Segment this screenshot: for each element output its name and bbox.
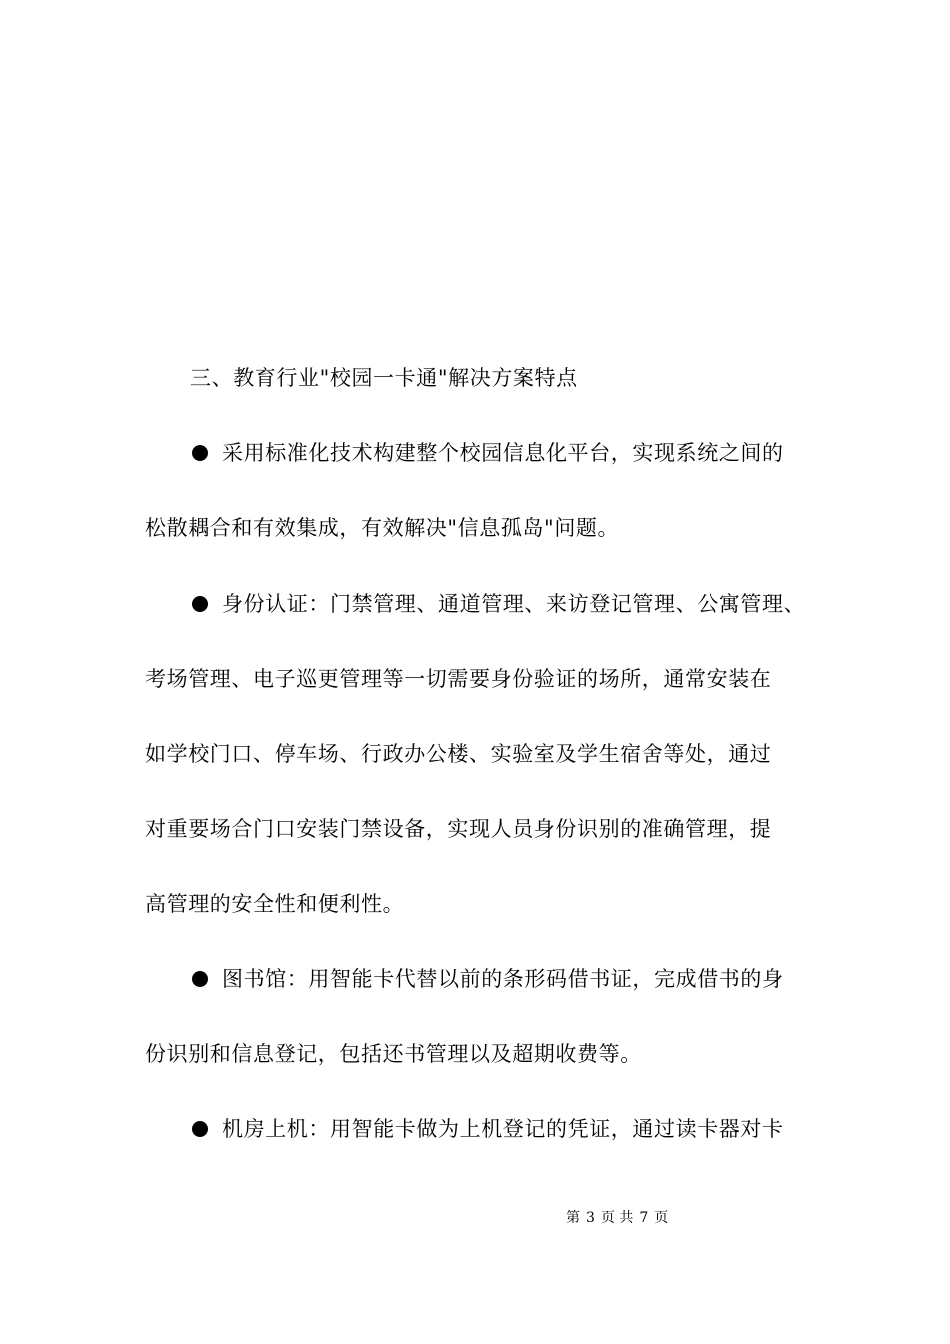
bullet-icon [192,971,208,987]
paragraph-2-line-2: 考场管理、电子巡更管理等一切需要身份验证的场所，通常安装在 [145,667,772,691]
paragraph-2-line-1: 身份认证：门禁管理、通道管理、来访登记管理、公寓管理、 [192,589,805,619]
paragraph-2-line-3: 如学校门口、停车场、行政办公楼、实验室及学生宿舍等处，通过 [145,742,772,766]
footer-label-of: 页 共 [600,1210,634,1226]
paragraph-1-line-2: 松散耦合和有效集成，有效解决"信息孤岛"问题。 [145,516,620,540]
footer-current-page: 3 [586,1210,595,1226]
paragraph-4-line-1: 机房上机：用智能卡做为上机登记的凭证，通过读卡器对卡 [192,1114,784,1144]
section-heading: 三、教育行业"校园一卡通"解决方案特点 [190,366,578,390]
paragraph-2-line-5: 高管理的安全性和便利性。 [145,892,405,916]
bullet-icon [192,445,208,461]
bullet-icon [192,596,208,612]
footer-label-end: 页 [654,1210,669,1226]
paragraph-3-line-2: 份识别和信息登记，包括还书管理以及超期收费等。 [145,1042,642,1066]
footer-label-page: 第 [566,1210,580,1226]
footer-total-pages: 7 [639,1210,649,1226]
paragraph-1-line-1: 采用标准化技术构建整个校园信息化平台，实现系统之间的 [192,438,784,468]
paragraph-2-line-4: 对重要场合门口安装门禁设备，实现人员身份识别的准确管理，提 [145,817,772,841]
page-footer [0,1208,950,1228]
paragraph-3-line-1: 图书馆：用智能卡代替以前的条形码借书证，完成借书的身 [192,964,784,994]
bullet-icon [192,1121,208,1137]
